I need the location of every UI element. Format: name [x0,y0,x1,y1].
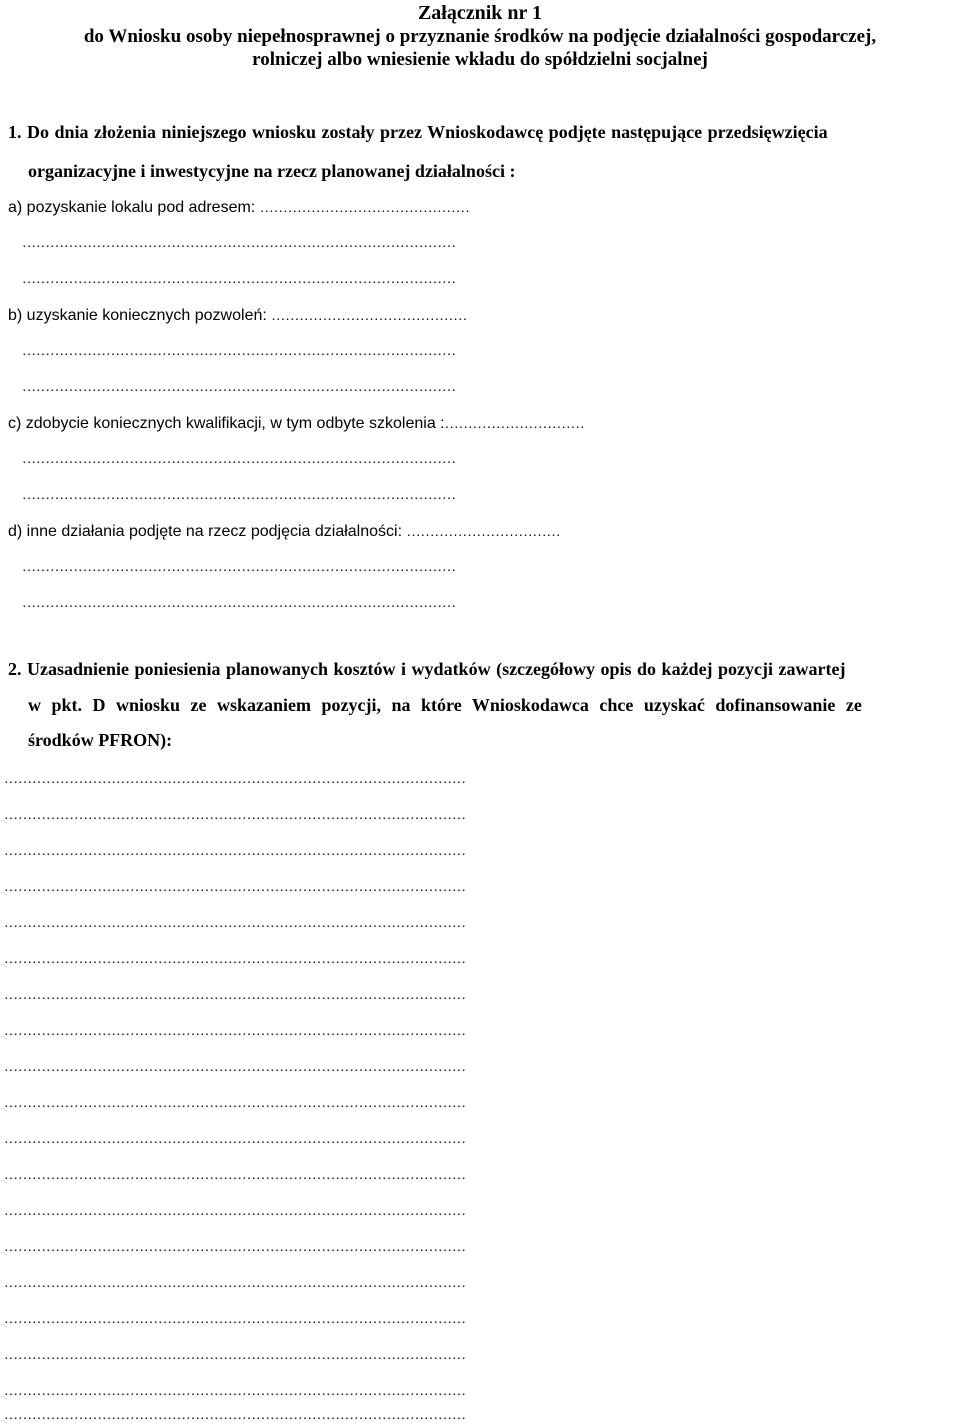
section-2-fill-line[interactable]: ……………………………………………………………………………………… [4,1132,466,1147]
item-d-label: d) inne działania podjęte na rzecz podjęcia działalności: [8,523,407,540]
section-2-fill-line[interactable]: ……………………………………………………………………………………… [4,1312,466,1327]
item-d [8,518,560,545]
section-2-fill-line[interactable]: ……………………………………………………………………………………… [4,1096,466,1111]
item-c [8,410,585,437]
section-2-fill-line[interactable]: ……………………………………………………………………………………… [4,1348,466,1363]
section-2-fill-line[interactable]: ……………………………………………………………………………………… [4,988,466,1003]
item-a [8,194,470,221]
section-1-heading-line-1: 1. Do dnia złożenia niniejszego wniosku zostały przez Wnioskodawcę podjęte następujące przedsięwzięcia [8,122,828,142]
section-2-heading-line-1: 2. Uzasadnienie poniesienia planowanych kosztów i wydatków (szczegółowy opis do każdej pozycji zawartej [8,659,846,679]
item-a-fill-line-2[interactable]: ………………………………………………………………………………… [22,272,456,287]
section-2-fill-line[interactable]: ……………………………………………………………………………………… [4,1276,466,1291]
attachment-subtitle-line-1: do Wniosku osoby niepełnosprawnej o przyznanie środków na podjęcie działalności gospodarczej, [83,26,877,47]
attachment-title: Załącznik nr 1 [417,2,543,24]
document-header [0,2,960,71]
item-b-fill-line-2[interactable]: ………………………………………………………………………………… [22,380,456,395]
section-2-heading-line-3: środków PFRON): [28,730,173,750]
item-b [8,302,467,329]
section-2-fill-line[interactable]: ……………………………………………………………………………………… [4,1024,466,1039]
section-2-fill-line[interactable]: ……………………………………………………………………………………… [4,1168,466,1183]
item-b-label: b) uzyskanie koniecznych pozwoleń: [8,307,272,324]
section-1-heading-line-2: organizacyjne i inwestycyjne na rzecz planowanej działalności : [28,161,516,181]
item-b-inline-fill[interactable]: …………………………………… [271,309,468,324]
section-2-fill-line[interactable]: ……………………………………………………………………………………… [4,1384,466,1399]
section-2-fill-line[interactable]: ……………………………………………………………………………………… [4,808,466,823]
section-2-fill-line[interactable]: ……………………………………………………………………………………… [4,844,466,859]
section-2-fill-line[interactable]: ……………………………………………………………………………………… [4,772,466,787]
item-c-inline-fill[interactable]: ………………………… [444,417,585,432]
item-a-label: a) pozyskanie lokalu pod adresem: [8,199,260,216]
item-d-fill-line-1[interactable]: ………………………………………………………………………………… [22,560,456,575]
section-2-fill-line[interactable]: ……………………………………………………………………………………… [4,1240,466,1255]
item-a-inline-fill[interactable]: ……………………………………… [259,201,470,216]
section-2-fill-line[interactable]: ……………………………………………………………………………………… [4,1408,466,1423]
item-b-fill-line-1[interactable]: ………………………………………………………………………………… [22,344,456,359]
item-a-fill-line-1[interactable]: ………………………………………………………………………………… [22,236,456,251]
section-2-fill-line[interactable]: ……………………………………………………………………………………… [4,1060,466,1075]
item-c-label: c) zdobycie koniecznych kwalifikacji, w tym odbyte szkolenia : [8,415,445,432]
item-c-fill-line-1[interactable]: ………………………………………………………………………………… [22,452,456,467]
section-2-fill-line[interactable]: ……………………………………………………………………………………… [4,952,466,967]
item-d-inline-fill[interactable]: …………………………… [406,525,561,540]
section-2-fill-line[interactable]: ……………………………………………………………………………………… [4,880,466,895]
item-d-fill-line-2[interactable]: ………………………………………………………………………………… [22,596,456,611]
section-2-fill-line[interactable]: ……………………………………………………………………………………… [4,1204,466,1219]
section-2-fill-line[interactable]: ……………………………………………………………………………………… [4,916,466,931]
item-c-fill-line-2[interactable]: ………………………………………………………………………………… [22,488,456,503]
section-2-heading-line-2: w pkt. D wniosku ze wskazaniem pozycji, na które Wnioskodawca chce uzyskać dofinansowanie ze [28,695,862,715]
attachment-subtitle-line-2: rolniczej albo wniesienie wkładu do spółdzielni socjalnej [252,49,708,70]
